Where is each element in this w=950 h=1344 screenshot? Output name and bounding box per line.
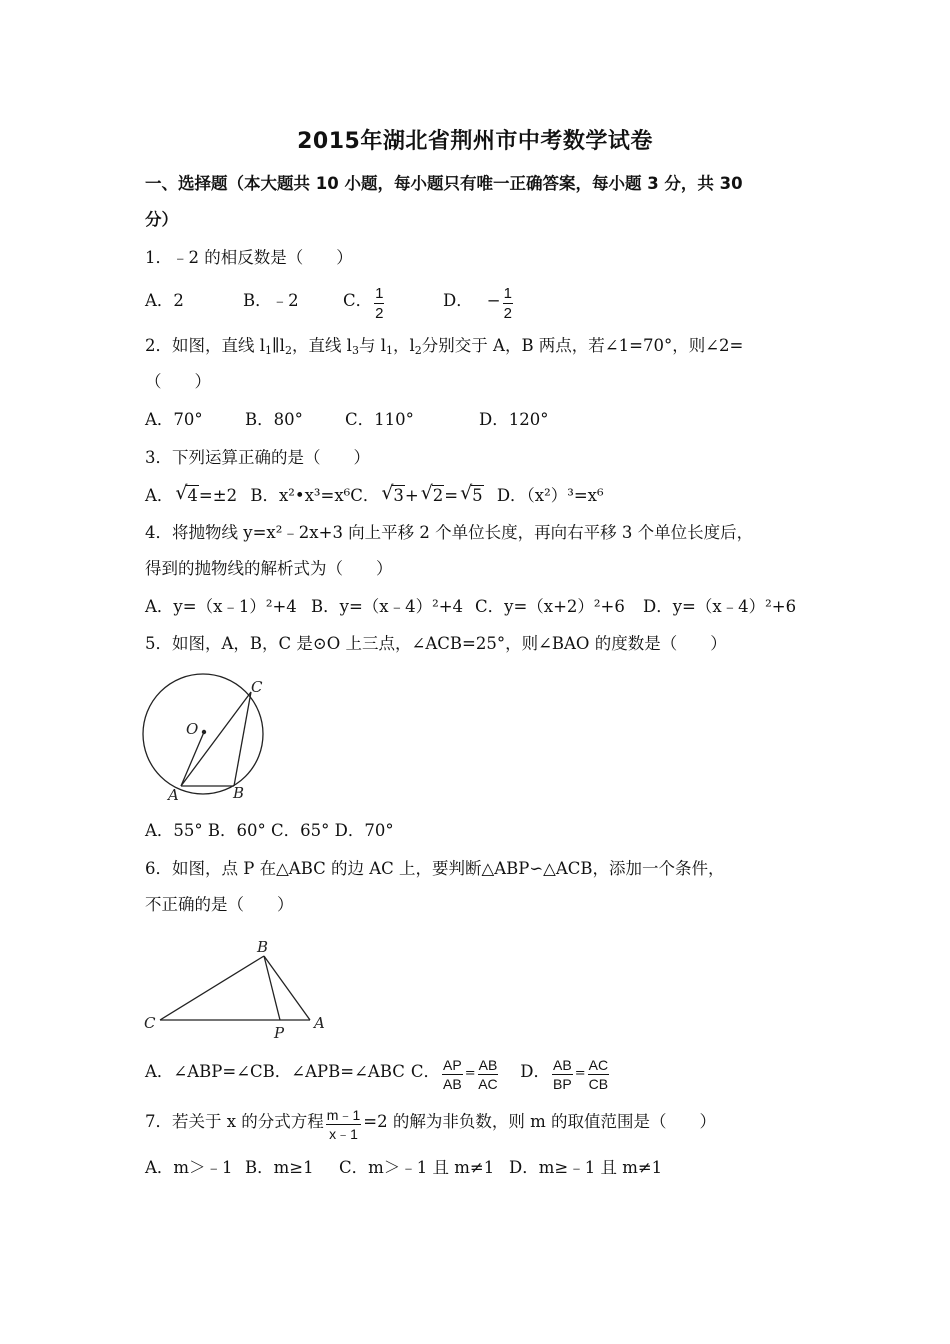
q4-option-c: C．y=（x+2）²+6 [475, 597, 625, 616]
question-6-options [145, 1058, 611, 1091]
page-title: 2015年湖北省荆州市中考数学试卷 [297, 129, 653, 154]
question-1-options [145, 286, 515, 321]
q1-option-d: D． − $\frac{1}{2}$ [443, 285, 512, 322]
q6-option-c: C． $\frac{AP}{AB}$ = $\frac{AB}{AC}$ [410, 1057, 498, 1092]
label-o: O [186, 720, 199, 738]
center-dot [202, 730, 206, 734]
question-3-stem: 3．下列运算正确的是（ ） [145, 448, 370, 467]
fraction: $\frac{AB}{BP}$ [553, 1057, 572, 1092]
q3-option-b: B．x²•x³=x⁶C． [250, 486, 380, 505]
q1-option-b: B．﹣2 [243, 291, 299, 310]
fraction: $\frac{AB}{AC}$ [478, 1057, 498, 1092]
label-p: P [274, 1024, 285, 1042]
q3-option-a: A．√ 4=±2 [145, 486, 237, 505]
q4-option-d: D．y=（x﹣4）²+6 [643, 597, 797, 616]
question-5-options: A．55° B．60° C．65° D．70° [145, 821, 394, 840]
section-heading-cont: 分） [145, 210, 178, 229]
label-b: B [257, 938, 269, 956]
sqrt: √ 2 [421, 484, 445, 508]
q2-option-d: D．120° [479, 410, 549, 429]
label-c: C [144, 1014, 156, 1032]
question-4-options [145, 595, 796, 619]
segment-ac [181, 692, 251, 786]
question-5-stem: 5．如图，A，B，C 是⊙O 上三点，∠ACB=25°，则∠BAO 的度数是（ ） [145, 634, 727, 653]
q6-option-d: D． $\frac{AB}{BP}$ = $\frac{AC}{CB}$ [520, 1057, 609, 1092]
question-3-options [145, 484, 604, 508]
question-6-stem: 6．如图，点 P 在△ABC 的边 AC 上，要判断△ABP∽△ACB，添加一个条件， [145, 859, 725, 878]
q2-option-b: B．80° [245, 410, 303, 429]
segment-bc [234, 692, 251, 786]
q6-option-b: B．∠APB=∠ABC [262, 1062, 405, 1081]
question-1-stem: 1．﹣2 的相反数是（ ） [145, 248, 353, 267]
segment-cb [160, 956, 264, 1020]
label-b: B [233, 784, 245, 802]
question-2-options [145, 408, 548, 432]
fraction: $\frac{AP}{AB}$ [443, 1057, 462, 1092]
section-heading: 一、选择题（本大题共 10 小题，每小题只有唯一正确答案，每小题 3 分，共 30 [145, 174, 743, 193]
label-c: C [251, 678, 263, 696]
q1-option-a: A．2 [145, 291, 184, 310]
fraction: $\frac{1}{2}$ [375, 285, 384, 322]
q3-option-d: D．（x²）³=x⁶ [496, 486, 604, 505]
label-a: A [314, 1014, 325, 1032]
q2-option-c: C．110° [345, 410, 414, 429]
q4-option-b: B．y=（x﹣4）²+4 [311, 597, 464, 616]
q3-option-c: √ 3+√ 2=√ 5 [379, 486, 483, 505]
q7-option-b: B．m≥1 [245, 1158, 314, 1177]
q6-option-a: A．∠ABP=∠C [145, 1062, 263, 1081]
fraction: $\frac{AC}{CB}$ [588, 1057, 609, 1092]
fraction: $\frac{1}{2}$ [503, 285, 512, 322]
question-4-stem-cont: 得到的抛物线的解析式为（ ） [145, 559, 393, 578]
triangle-figure [140, 936, 340, 1044]
segment-bp [264, 956, 280, 1020]
q2-option-a: A．70° [145, 410, 203, 429]
label-a: A [168, 786, 179, 804]
segment-ba [264, 956, 310, 1020]
question-7-options [145, 1156, 662, 1180]
q7-option-d: D．m≥﹣1 且 m≠1 [509, 1158, 663, 1177]
question-2-stem: 2．如图，直线 $l_1\parallel l_2$，直线 $l_3$与 $l_1$，$l_2$分别交于 A，B 两点，若∠1=70°，则∠2= [145, 336, 744, 357]
q1-option-c: C． $\frac{1}{2}$ [343, 285, 384, 322]
sqrt: √ 4 [175, 484, 199, 508]
circle-figure [138, 672, 278, 806]
q4-option-a: A．y=（x﹣1）²+4 [145, 597, 297, 616]
sqrt: √ 5 [460, 484, 484, 508]
sqrt: √ 3 [381, 484, 405, 508]
q7-option-c: C．m＞﹣1 且 m≠1 [339, 1158, 495, 1177]
question-2-stem-cont: （ ） [145, 372, 211, 391]
question-6-stem-cont: 不正确的是（ ） [145, 895, 294, 914]
question-7-stem: 7．若关于 x 的分式方程 $\frac{m﹣1}{x﹣1}$ =2 的解为非负数，则 m 的取值范围是（ ） [145, 1107, 716, 1142]
fraction: $\frac{m﹣1}{x﹣1}$ [326, 1107, 361, 1142]
q7-option-a: A．m＞﹣1 [145, 1158, 233, 1177]
question-4-stem: 4．将抛物线 y=x²﹣2x+3 向上平移 2 个单位长度，再向右平移 3 个单位长度后， [145, 523, 754, 542]
